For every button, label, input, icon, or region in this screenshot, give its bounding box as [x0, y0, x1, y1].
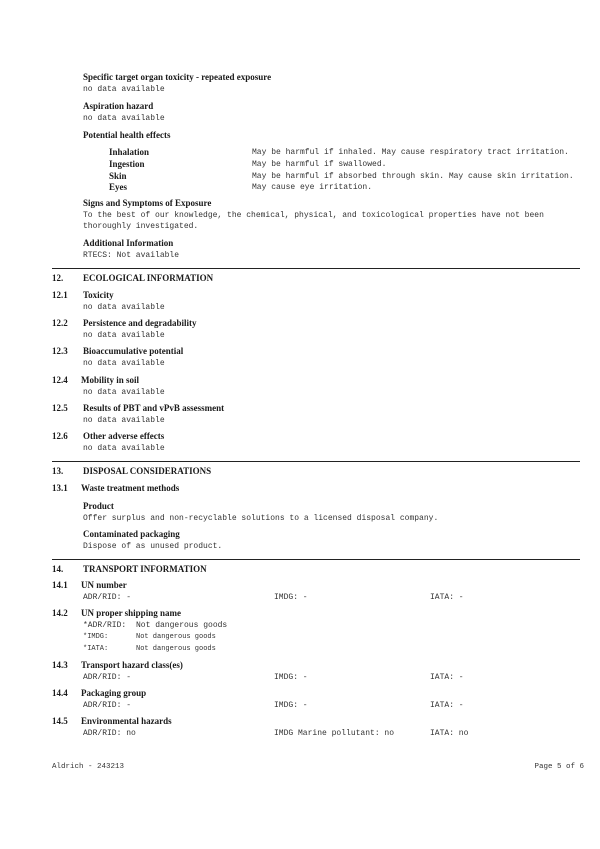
subsection-12-5-number: 12.5	[52, 403, 68, 413]
env-hazards-imdg: IMDG Marine pollutant: no	[274, 729, 395, 738]
product-heading: Product	[83, 501, 114, 511]
subsection-14-4-heading: Packaging group	[81, 688, 147, 698]
subsection-14-2-number: 14.2	[52, 608, 68, 618]
section-14-number: 14.	[52, 564, 64, 574]
potential-effects-heading: Potential health effects	[83, 130, 171, 140]
effect-text-inhalation: May be harmful if inhaled. May cause respiratory tract irritation.	[252, 148, 569, 157]
shipping-name-adr-value: Not dangerous goods	[136, 621, 228, 630]
effect-route-inhalation: Inhalation	[109, 147, 150, 157]
stot-re-heading: Specific target organ toxicity - repeated exposure	[83, 72, 272, 82]
packaging-group-adr: ADR/RID: -	[83, 701, 132, 710]
packaging-group-imdg: IMDG: -	[274, 701, 308, 710]
effect-text-eyes: May cause eye irritation.	[252, 183, 373, 192]
subsection-14-3-heading: Transport hazard class(es)	[81, 660, 183, 670]
section-13-title: DISPOSAL CONSIDERATIONS	[83, 466, 212, 476]
env-hazards-adr: ADR/RID: no	[83, 729, 136, 738]
packaging-group-iata: IATA: -	[430, 701, 464, 710]
subsection-14-4-number: 14.4	[52, 688, 68, 698]
footer-page-number: Page 5 of 6	[534, 763, 584, 771]
un-number-iata: IATA: -	[430, 593, 464, 602]
subsection-12-6-heading: Other adverse effects	[83, 431, 165, 441]
subsection-14-1-number: 14.1	[52, 580, 68, 590]
subsection-14-5-number: 14.5	[52, 716, 68, 726]
additional-value: RTECS: Not available	[83, 251, 180, 260]
subsection-14-1-heading: UN number	[81, 580, 127, 590]
contaminated-packaging-heading: Contaminated packaging	[83, 529, 180, 539]
subsection-12-4-value: no data available	[83, 388, 165, 397]
signs-text-line1: To the best of our knowledge, the chemical, physical, and toxicological properties have not been	[83, 211, 544, 220]
un-number-adr: ADR/RID: -	[83, 593, 132, 602]
subsection-12-4-number: 12.4	[52, 375, 68, 385]
shipping-name-iata-value: Not dangerous goods	[136, 645, 216, 653]
footer-product-code: Aldrich - 243213	[52, 763, 125, 771]
hazard-class-adr: ADR/RID: -	[83, 673, 132, 682]
effect-text-skin: May be harmful if absorbed through skin. May cause skin irritation.	[252, 172, 574, 181]
subsection-12-1-heading: Toxicity	[83, 290, 114, 300]
signs-heading: Signs and Symptoms of Exposure	[83, 198, 212, 208]
subsection-12-5-heading: Results of PBT and vPvB assessment	[83, 403, 225, 413]
section-12-number: 12.	[52, 273, 64, 283]
subsection-12-1-value: no data available	[83, 303, 165, 312]
shipping-name-imdg-label: *IMDG:	[83, 633, 109, 641]
shipping-name-iata-label: *IATA:	[83, 645, 109, 653]
aspiration-value: no data available	[83, 114, 165, 123]
hazard-class-imdg: IMDG: -	[274, 673, 308, 682]
section-12-rule	[52, 268, 580, 269]
subsection-12-2-value: no data available	[83, 331, 165, 340]
section-13-number: 13.	[52, 466, 64, 476]
effect-route-eyes: Eyes	[109, 182, 127, 192]
section-12-title: ECOLOGICAL INFORMATION	[83, 273, 214, 283]
subsection-12-4-heading: Mobility in soil	[81, 375, 140, 385]
additional-heading: Additional Information	[83, 238, 174, 248]
hazard-class-iata: IATA: -	[430, 673, 464, 682]
subsection-12-5-value: no data available	[83, 416, 165, 425]
shipping-name-adr-label: *ADR/RID:	[83, 621, 127, 630]
subsection-12-3-number: 12.3	[52, 346, 68, 356]
product-value: Offer surplus and non-recyclable solutions to a licensed disposal company.	[83, 514, 439, 523]
subsection-12-3-heading: Bioaccumulative potential	[83, 346, 184, 356]
subsection-14-3-number: 14.3	[52, 660, 68, 670]
un-number-imdg: IMDG: -	[274, 593, 308, 602]
signs-text-line2: thoroughly investigated.	[83, 222, 199, 231]
subsection-12-6-value: no data available	[83, 444, 165, 453]
stot-re-value: no data available	[83, 85, 165, 94]
env-hazards-iata: IATA: no	[430, 729, 469, 738]
subsection-12-2-number: 12.2	[52, 318, 68, 328]
subsection-12-3-value: no data available	[83, 359, 165, 368]
effect-route-ingestion: Ingestion	[109, 159, 145, 169]
effect-route-skin: Skin	[109, 171, 127, 181]
section-13-rule	[52, 461, 580, 462]
aspiration-heading: Aspiration hazard	[83, 101, 154, 111]
subsection-13-1-heading: Waste treatment methods	[81, 483, 180, 493]
contaminated-packaging-value: Dispose of as unused product.	[83, 542, 223, 551]
shipping-name-imdg-value: Not dangerous goods	[136, 633, 216, 641]
section-14-title: TRANSPORT INFORMATION	[83, 564, 207, 574]
subsection-14-2-heading: UN proper shipping name	[81, 608, 181, 618]
subsection-13-1-number: 13.1	[52, 483, 68, 493]
subsection-12-1-number: 12.1	[52, 290, 68, 300]
subsection-12-2-heading: Persistence and degradability	[83, 318, 197, 328]
section-14-rule	[52, 559, 580, 560]
effect-text-ingestion: May be harmful if swallowed.	[252, 160, 387, 169]
subsection-14-5-heading: Environmental hazards	[81, 716, 172, 726]
subsection-12-6-number: 12.6	[52, 431, 68, 441]
